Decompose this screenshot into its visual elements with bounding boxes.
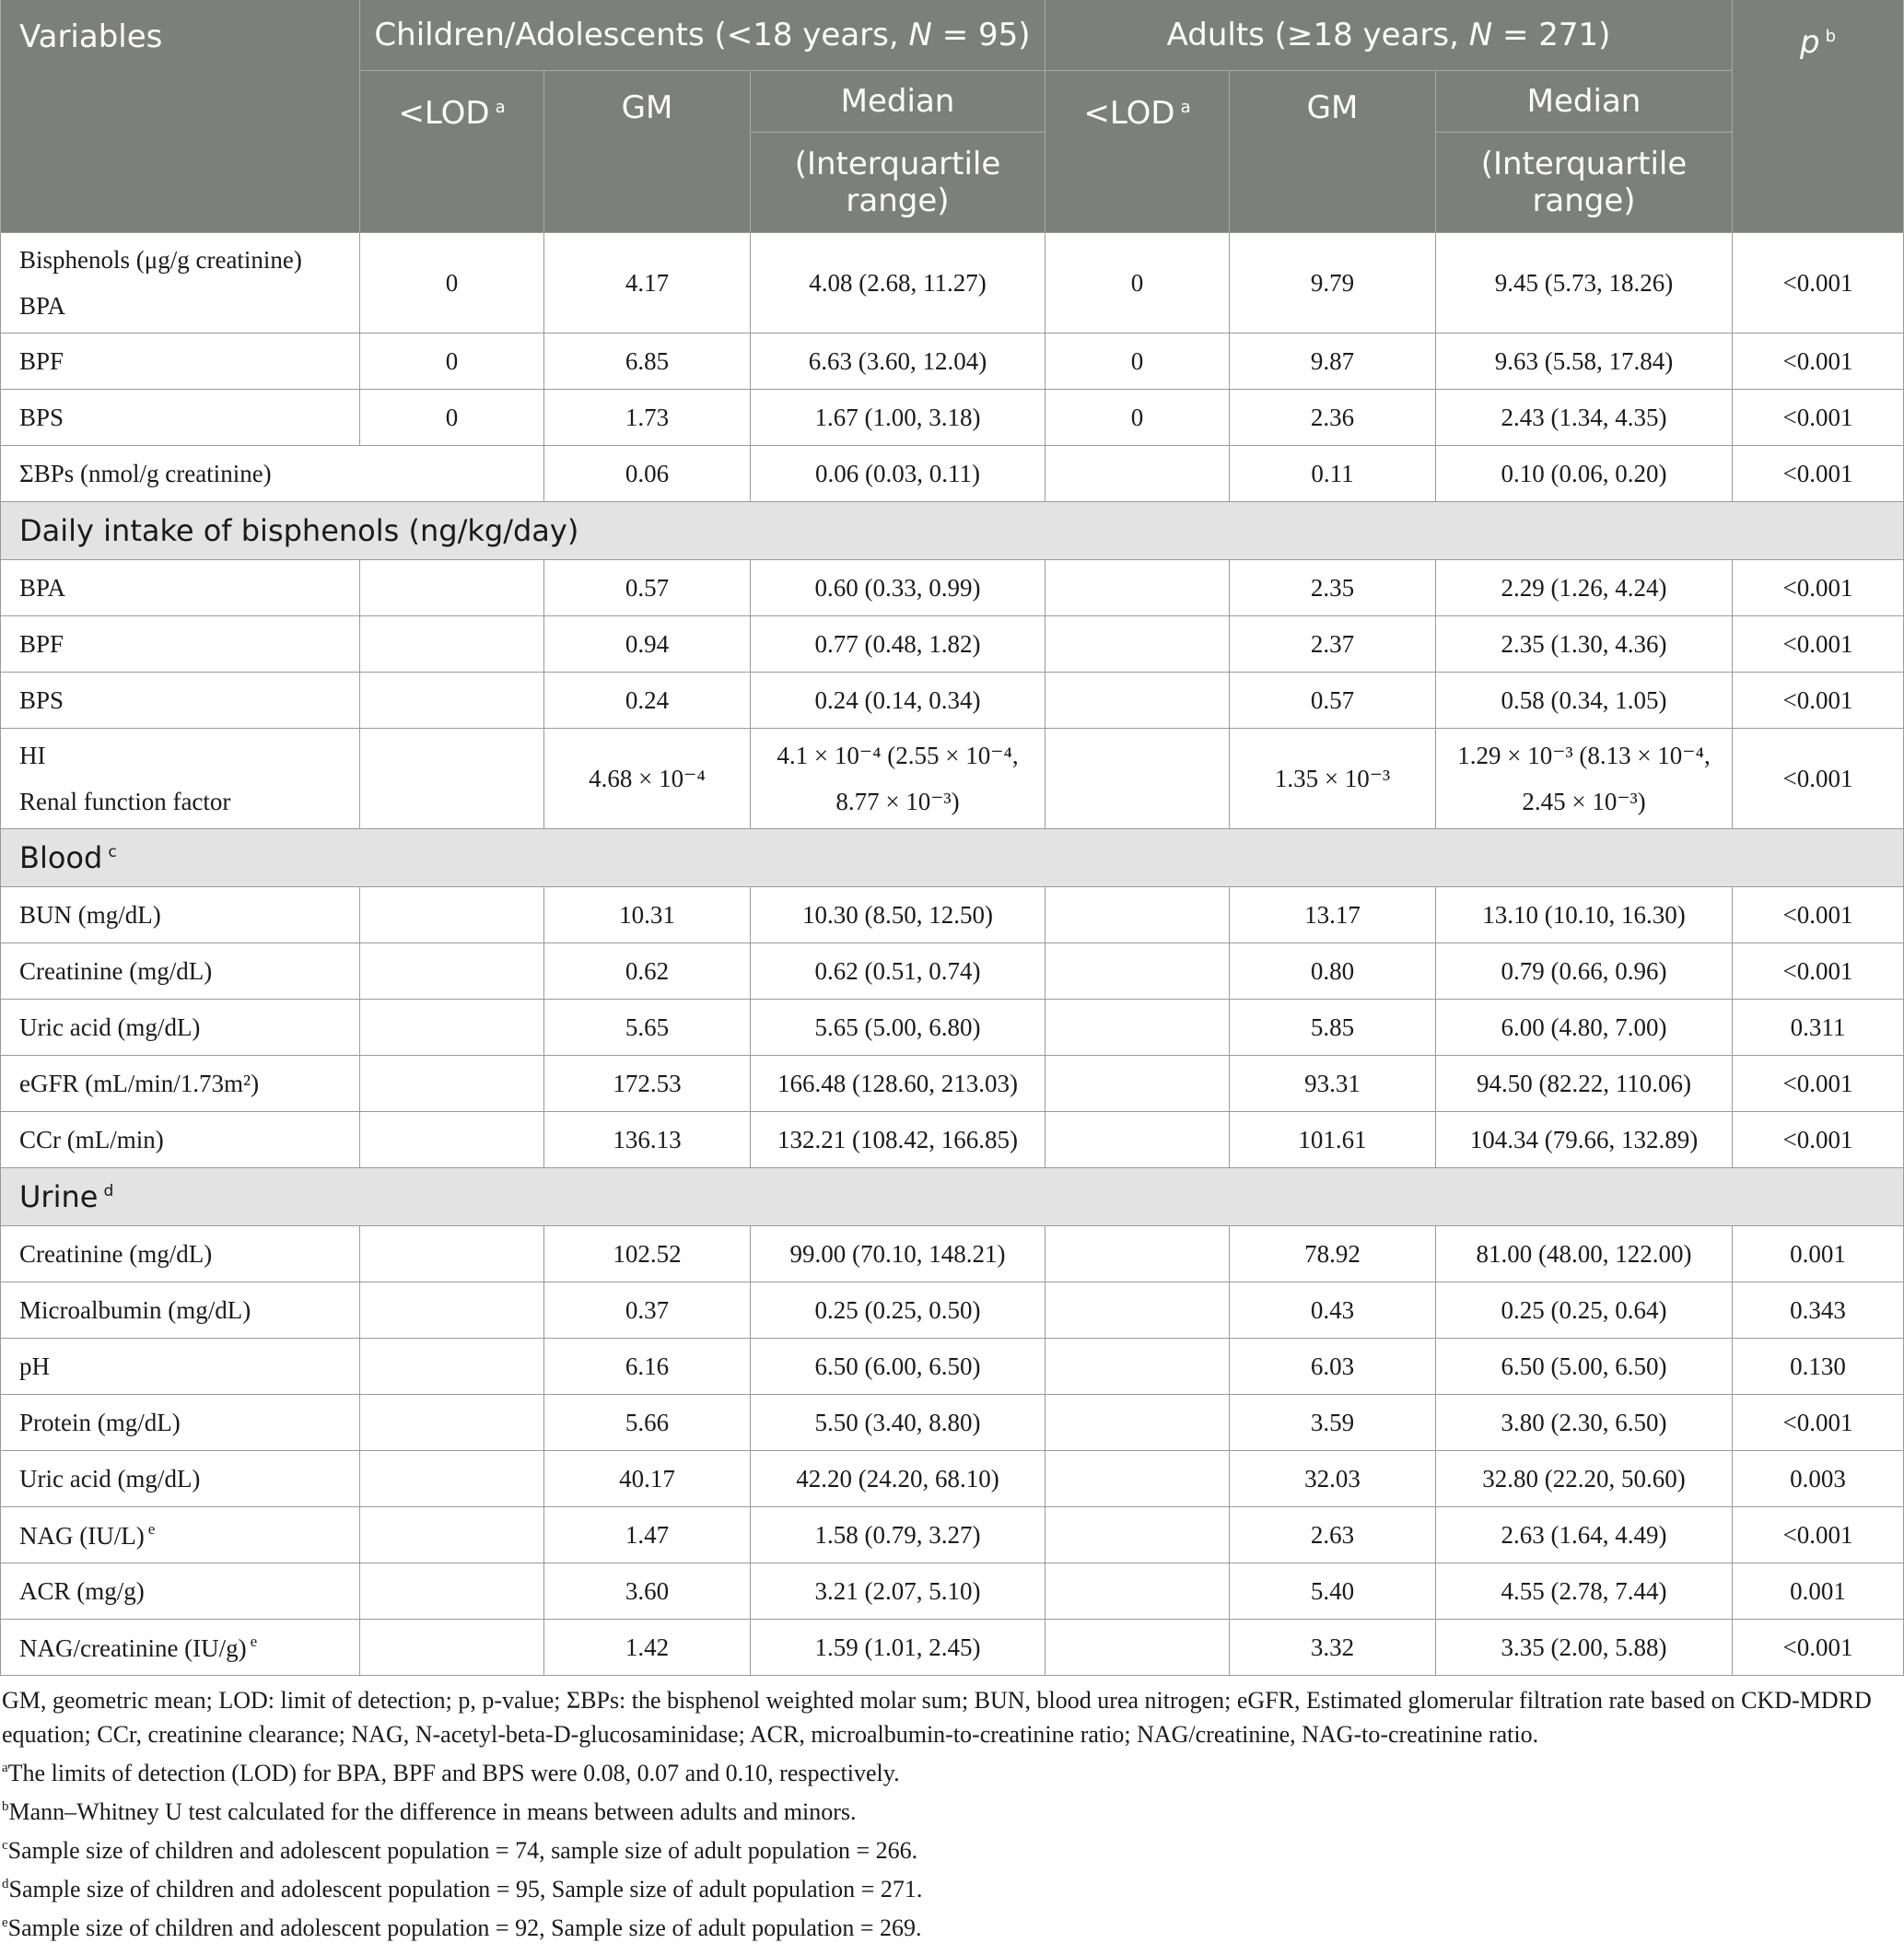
cell-children-median: 0.25 (0.25, 0.50) [751, 1282, 1045, 1339]
row-label: Creatinine (mg/dL) [1, 1226, 360, 1282]
cell-adults-gm: 32.03 [1230, 1451, 1436, 1507]
cell-adults-median: 2.29 (1.26, 4.24) [1436, 560, 1733, 616]
row-label: Protein (mg/dL) [1, 1395, 360, 1451]
cell-children-median: 6.50 (6.00, 6.50) [751, 1339, 1045, 1395]
cell-adults-median: 94.50 (82.22, 110.06) [1436, 1056, 1733, 1112]
row-label: BPF [1, 616, 360, 673]
row-label: Uric acid (mg/dL) [1, 1000, 360, 1056]
cell-children-lod [360, 887, 544, 943]
table-row [1, 560, 1904, 616]
cell-adults-median: 104.34 (79.66, 132.89) [1436, 1112, 1733, 1168]
cell-p-value: <0.001 [1733, 729, 1904, 829]
cell-p-value: <0.001 [1733, 1620, 1904, 1676]
row-label: BPF [1, 334, 360, 390]
cell-adults-lod [1045, 1507, 1230, 1563]
cell-adults-gm: 2.35 [1230, 560, 1436, 616]
table-row [1, 729, 1904, 829]
cell-adults-gm: 2.37 [1230, 616, 1436, 673]
table-row [1, 233, 1904, 334]
cell-children-median: 0.62 (0.51, 0.74) [751, 943, 1045, 1000]
footnote-d: $^d$Sample size of children and adolescent population = 95, Sample size of adult population = 271. [2, 1876, 923, 1902]
table-row [1, 943, 1904, 1000]
table-row [1, 1563, 1904, 1620]
children-gm-header: GM [544, 71, 751, 233]
cell-adults-median: 13.10 (10.10, 16.30) [1436, 887, 1733, 943]
cell-adults-gm: 101.61 [1230, 1112, 1436, 1168]
cell-adults-gm: 0.80 [1230, 943, 1436, 1000]
cell-children-lod [360, 1339, 544, 1395]
cell-adults-gm: 3.59 [1230, 1395, 1436, 1451]
cell-children-median: 0.24 (0.14, 0.34) [751, 673, 1045, 729]
p-value-header: p $^b$ [1733, 0, 1904, 233]
section-header-urine: Urine $^d$ [1, 1168, 1904, 1226]
cell-adults-lod [1045, 1000, 1230, 1056]
cell-p-value: <0.001 [1733, 390, 1904, 446]
cell-children-median: 132.21 (108.42, 166.85) [751, 1112, 1045, 1168]
cell-children-gm: 40.17 [544, 1451, 751, 1507]
cell-adults-median: 0.10 (0.06, 0.20) [1436, 446, 1733, 502]
cell-p-value: <0.001 [1733, 673, 1904, 729]
cell-children-median: 0.60 (0.33, 0.99) [751, 560, 1045, 616]
cell-adults-lod [1045, 1282, 1230, 1339]
cell-adults-gm: 9.87 [1230, 334, 1436, 390]
row-label: BPS [1, 390, 360, 446]
cell-children-gm: 0.06 [544, 446, 751, 502]
cell-children-lod [360, 943, 544, 1000]
variables-header: Variables [1, 0, 360, 233]
cell-children-lod [360, 1395, 544, 1451]
cell-children-lod [360, 1282, 544, 1339]
table-row [1, 673, 1904, 729]
table-row [1, 334, 1904, 390]
cell-children-gm: 10.31 [544, 887, 751, 943]
row-label: BPS [1, 673, 360, 729]
cell-children-median: 0.77 (0.48, 1.82) [751, 616, 1045, 673]
cell-p-value: <0.001 [1733, 887, 1904, 943]
cell-children-lod [360, 1563, 544, 1620]
cell-children-lod: 0 [360, 334, 544, 390]
cell-adults-gm: 0.11 [1230, 446, 1436, 502]
cell-adults-gm: 9.79 [1230, 233, 1436, 334]
cell-children-median: 166.48 (128.60, 213.03) [751, 1056, 1045, 1112]
table-footnotes [0, 1676, 1886, 1945]
cell-adults-median: 81.00 (48.00, 122.00) [1436, 1226, 1733, 1282]
cell-children-gm: 6.16 [544, 1339, 751, 1395]
cell-children-gm: 136.13 [544, 1112, 751, 1168]
cell-children-median: 0.06 (0.03, 0.11) [751, 446, 1045, 502]
cell-p-value: 0.001 [1733, 1563, 1904, 1620]
cell-children-gm: 4.68 × 10⁻⁴ [544, 729, 751, 829]
row-label: Uric acid (mg/dL) [1, 1451, 360, 1507]
cell-children-lod [360, 1000, 544, 1056]
cell-adults-median: 0.79 (0.66, 0.96) [1436, 943, 1733, 1000]
table-row [1, 1226, 1904, 1282]
footnote-b: $^b$Mann–Whitney U test calculated for the difference in means between adults and minors. [2, 1798, 857, 1825]
row-label: eGFR (mL/min/1.73m²) [1, 1056, 360, 1112]
cell-adults-lod [1045, 1620, 1230, 1676]
cell-adults-lod [1045, 943, 1230, 1000]
cell-adults-median: 0.25 (0.25, 0.64) [1436, 1282, 1733, 1339]
cell-p-value: <0.001 [1733, 1056, 1904, 1112]
cell-children-gm: 1.42 [544, 1620, 751, 1676]
row-label: CCr (mL/min) [1, 1112, 360, 1168]
cell-children-median: 4.08 (2.68, 11.27) [751, 233, 1045, 334]
cell-p-value: <0.001 [1733, 616, 1904, 673]
table-row [1, 446, 1904, 502]
cell-p-value: <0.001 [1733, 233, 1904, 334]
cell-adults-lod [1045, 616, 1230, 673]
cell-adults-median: 3.80 (2.30, 6.50) [1436, 1395, 1733, 1451]
cell-adults-lod [1045, 1395, 1230, 1451]
children-lod-header: <LOD $^a$ [360, 71, 544, 233]
row-label: BUN (mg/dL) [1, 887, 360, 943]
cell-adults-gm: 78.92 [1230, 1226, 1436, 1282]
cell-children-lod [360, 1226, 544, 1282]
cell-adults-median: 0.58 (0.34, 1.05) [1436, 673, 1733, 729]
children-iqr-header: (Interquartile range) [751, 133, 1045, 233]
footnote-abbreviations: GM, geometric mean; LOD: limit of detection; p, p-value; ΣBPs: the bisphenol weighted molar sum; BUN, blood urea nitrogen; eGFR, Estimated glomerular filtration rate based on CKD-MDRD equation; CCr, creatinine clearance; NAG, N-acetyl-beta-D-glucosaminidase; ACR, microalbumin-to-creatinine ratio; NAG/creatinine, NAG-to-creatinine ratio. [2, 1687, 1872, 1748]
row-label: pH [1, 1339, 360, 1395]
cell-adults-lod [1045, 1056, 1230, 1112]
cell-children-lod [360, 616, 544, 673]
cell-children-median: 3.21 (2.07, 5.10) [751, 1563, 1045, 1620]
cell-children-gm: 3.60 [544, 1563, 751, 1620]
row-label: ΣBPs (nmol/g creatinine) [1, 446, 544, 502]
cell-adults-lod [1045, 729, 1230, 829]
cell-adults-lod [1045, 1112, 1230, 1168]
row-label: Bisphenols (μg/g creatinine) BPA [1, 233, 360, 334]
cell-children-lod [360, 673, 544, 729]
cell-children-median: 99.00 (70.10, 148.21) [751, 1226, 1045, 1282]
cell-adults-lod: 0 [1045, 233, 1230, 334]
cell-p-value: <0.001 [1733, 446, 1904, 502]
cell-children-median: 42.20 (24.20, 68.10) [751, 1451, 1045, 1507]
cell-adults-lod [1045, 1339, 1230, 1395]
cell-adults-lod [1045, 1226, 1230, 1282]
table-body [1, 233, 1904, 1676]
cell-children-gm: 0.94 [544, 616, 751, 673]
row-label: BPA [1, 560, 360, 616]
cell-children-median: 1.67 (1.00, 3.18) [751, 390, 1045, 446]
cell-children-gm: 0.57 [544, 560, 751, 616]
cell-children-gm: 1.73 [544, 390, 751, 446]
cell-p-value: <0.001 [1733, 334, 1904, 390]
cell-children-lod [360, 560, 544, 616]
adults-gm-header: GM [1230, 71, 1436, 233]
cell-adults-median: 2.63 (1.64, 4.49) [1436, 1507, 1733, 1563]
adults-group-header: Adults (≥18 years, N = 271) [1045, 0, 1733, 71]
cell-adults-lod: 0 [1045, 390, 1230, 446]
footnote-a: $^a$The limits of detection (LOD) for BPA, BPF and BPS were 0.08, 0.07 and 0.10, respectively. [2, 1760, 900, 1786]
adults-iqr-header: (Interquartile range) [1436, 133, 1733, 233]
cell-children-median: 5.65 (5.00, 6.80) [751, 1000, 1045, 1056]
cell-children-gm: 102.52 [544, 1226, 751, 1282]
cell-children-lod [360, 1451, 544, 1507]
cell-p-value: 0.001 [1733, 1226, 1904, 1282]
cell-children-gm: 5.66 [544, 1395, 751, 1451]
cell-adults-median: 6.00 (4.80, 7.00) [1436, 1000, 1733, 1056]
cell-adults-gm: 6.03 [1230, 1339, 1436, 1395]
cell-children-median: 6.63 (3.60, 12.04) [751, 334, 1045, 390]
table-row [1, 1056, 1904, 1112]
cell-children-gm: 0.37 [544, 1282, 751, 1339]
cell-children-lod [360, 1112, 544, 1168]
cell-children-gm: 1.47 [544, 1507, 751, 1563]
cell-children-lod [360, 1056, 544, 1112]
cell-children-median: 5.50 (3.40, 8.80) [751, 1395, 1045, 1451]
cell-adults-lod [1045, 1451, 1230, 1507]
table-row [1, 1395, 1904, 1451]
table-row [1, 616, 1904, 673]
table-row [1, 1112, 1904, 1168]
cell-children-gm: 4.17 [544, 233, 751, 334]
cell-children-lod [360, 729, 544, 829]
cell-adults-gm: 0.57 [1230, 673, 1436, 729]
cell-adults-median: 4.55 (2.78, 7.44) [1436, 1563, 1733, 1620]
cell-adults-lod [1045, 1563, 1230, 1620]
cell-children-lod: 0 [360, 390, 544, 446]
table-row [1, 1620, 1904, 1676]
cell-p-value: 0.003 [1733, 1451, 1904, 1507]
section-header-blood: Blood $^c$ [1, 829, 1904, 887]
table-row [1, 390, 1904, 446]
cell-adults-gm: 5.85 [1230, 1000, 1436, 1056]
row-label: HI Renal function factor [1, 729, 360, 829]
section-header-daily-intake: Daily intake of bisphenols (ng/kg/day) [1, 502, 1904, 560]
cell-children-gm: 172.53 [544, 1056, 751, 1112]
row-label: NAG (IU/L) $^e$ [1, 1507, 360, 1563]
cell-children-median: 1.58 (0.79, 3.27) [751, 1507, 1045, 1563]
cell-adults-lod [1045, 673, 1230, 729]
cell-children-median: 4.1 × 10⁻⁴ (2.55 × 10⁻⁴, 8.77 × 10⁻³) [751, 729, 1045, 829]
cell-p-value: <0.001 [1733, 1395, 1904, 1451]
adults-median-header: Median [1436, 71, 1733, 133]
cell-p-value: <0.001 [1733, 560, 1904, 616]
table-row [1, 1339, 1904, 1395]
cell-adults-gm: 2.63 [1230, 1507, 1436, 1563]
cell-adults-lod: 0 [1045, 334, 1230, 390]
children-group-header: Children/Adolescents (<18 years, N = 95) [360, 0, 1045, 71]
row-label: Creatinine (mg/dL) [1, 943, 360, 1000]
cell-children-lod [360, 1507, 544, 1563]
cell-p-value: 0.311 [1733, 1000, 1904, 1056]
cell-children-gm: 6.85 [544, 334, 751, 390]
table-row [1, 1000, 1904, 1056]
cell-adults-lod [1045, 446, 1230, 502]
cell-p-value: 0.130 [1733, 1339, 1904, 1395]
cell-children-gm: 0.62 [544, 943, 751, 1000]
cell-adults-lod [1045, 887, 1230, 943]
cell-adults-median: 1.29 × 10⁻³ (8.13 × 10⁻⁴, 2.45 × 10⁻³) [1436, 729, 1733, 829]
row-label: Microalbumin (mg/dL) [1, 1282, 360, 1339]
footnote-c: $^c$Sample size of children and adolescent population = 74, sample size of adult population = 266. [2, 1837, 918, 1864]
table-row [1, 1451, 1904, 1507]
table-row [1, 1507, 1904, 1563]
table-header [1, 0, 1904, 233]
row-label: ACR (mg/g) [1, 1563, 360, 1620]
cell-adults-median: 2.43 (1.34, 4.35) [1436, 390, 1733, 446]
cell-adults-median: 32.80 (22.20, 50.60) [1436, 1451, 1733, 1507]
cell-p-value: 0.343 [1733, 1282, 1904, 1339]
cell-adults-lod [1045, 560, 1230, 616]
cell-adults-median: 6.50 (5.00, 6.50) [1436, 1339, 1733, 1395]
cell-adults-gm: 93.31 [1230, 1056, 1436, 1112]
table-row [1, 887, 1904, 943]
cell-adults-median: 2.35 (1.30, 4.36) [1436, 616, 1733, 673]
cell-adults-median: 9.63 (5.58, 17.84) [1436, 334, 1733, 390]
cell-adults-gm: 5.40 [1230, 1563, 1436, 1620]
cell-adults-gm: 1.35 × 10⁻³ [1230, 729, 1436, 829]
cell-children-gm: 0.24 [544, 673, 751, 729]
cell-children-lod [360, 1620, 544, 1676]
row-label: NAG/creatinine (IU/g) $^e$ [1, 1620, 360, 1676]
cell-children-median: 10.30 (8.50, 12.50) [751, 887, 1045, 943]
table-row [1, 1282, 1904, 1339]
cell-children-gm: 5.65 [544, 1000, 751, 1056]
cell-adults-gm: 2.36 [1230, 390, 1436, 446]
cell-p-value: <0.001 [1733, 1507, 1904, 1563]
cell-adults-median: 9.45 (5.73, 18.26) [1436, 233, 1733, 334]
cell-p-value: <0.001 [1733, 943, 1904, 1000]
cell-adults-gm: 3.32 [1230, 1620, 1436, 1676]
cell-adults-gm: 0.43 [1230, 1282, 1436, 1339]
cell-adults-gm: 13.17 [1230, 887, 1436, 943]
children-median-header: Median [751, 71, 1045, 133]
cell-children-median: 1.59 (1.01, 2.45) [751, 1620, 1045, 1676]
cell-p-value: <0.001 [1733, 1112, 1904, 1168]
footnote-e: $^e$Sample size of children and adolescent population = 92, Sample size of adult population = 269. [2, 1914, 922, 1941]
adults-lod-header: <LOD $^a$ [1045, 71, 1230, 233]
cell-adults-median: 3.35 (2.00, 5.88) [1436, 1620, 1733, 1676]
cell-children-lod: 0 [360, 233, 544, 334]
